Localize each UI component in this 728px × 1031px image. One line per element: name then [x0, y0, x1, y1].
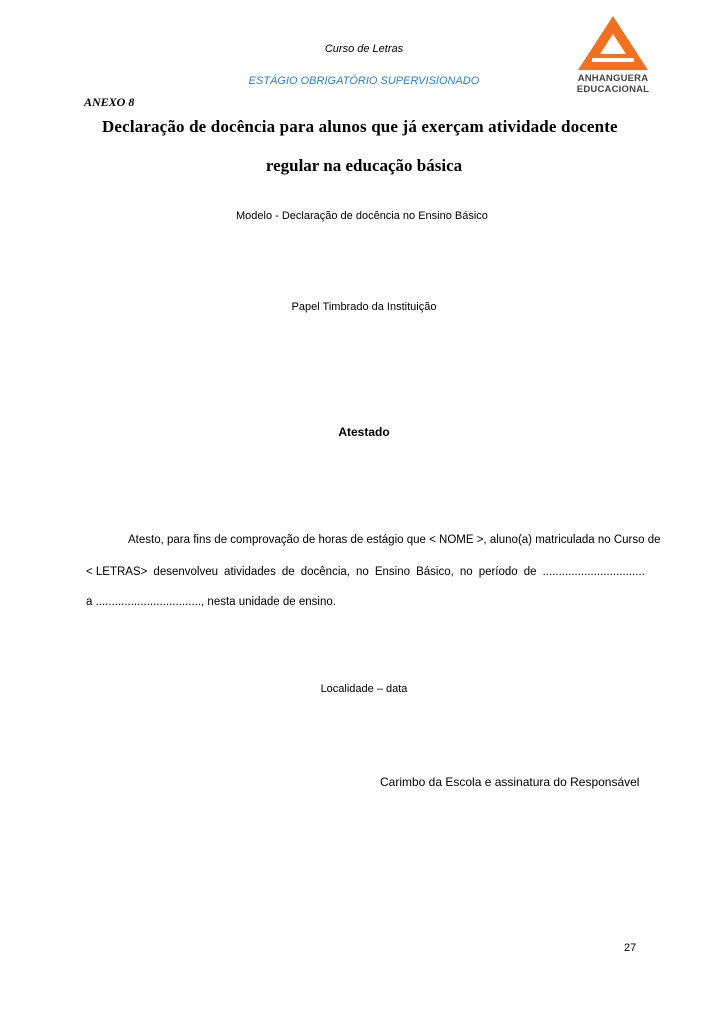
- document-title-line2: regular na educação básica: [265, 156, 463, 175]
- logo-line1: ANHANGUERA: [577, 73, 649, 84]
- course-header: Curso de Letras: [324, 43, 404, 55]
- letterhead-placeholder: Papel Timbrado da Instituição: [291, 301, 437, 313]
- body-line-2-word: ................................: [542, 566, 645, 578]
- body-line-2-word: de: [523, 566, 537, 578]
- place-date: Localidade – data: [320, 683, 408, 695]
- annex-label: ANEXO 8: [84, 95, 135, 109]
- signature-line: Carimbo da Escola e assinatura do Responsável: [380, 775, 640, 789]
- body-line-2: [86, 566, 645, 578]
- attestation-title: Atestado: [338, 425, 390, 439]
- body-line-2-word: desenvolveu: [153, 566, 218, 578]
- body-line-2-word: Básico,: [416, 566, 454, 578]
- body-line-1: Atesto, para fins de comprovação de horas de estágio que < NOME >, aluno(a) matriculada no Curso de: [128, 534, 661, 546]
- body-line-2-word: < LETRAS>: [86, 566, 148, 578]
- body-line-2-word: atividades: [224, 566, 276, 578]
- stage-header: ESTÁGIO OBRIGATÓRIO SUPERVISIONADO: [248, 75, 480, 87]
- logo-line2: EDUCACIONAL: [576, 84, 650, 95]
- model-label: Modelo - Declaração de docência no Ensino Básico: [236, 210, 488, 222]
- body-line-2-word: docência,: [300, 566, 350, 578]
- body-line-3: a ................................., nesta unidade de ensino.: [86, 596, 336, 608]
- document-title-line1: Declaração de docência para alunos que já exerçam atividade docente: [102, 117, 618, 136]
- page-number: 27: [624, 942, 637, 954]
- body-line-2-word: período: [478, 566, 518, 578]
- body-line-2-word: de: [281, 566, 295, 578]
- body-line-2-word: Ensino: [374, 566, 411, 578]
- body-line-2-word: no: [356, 566, 369, 578]
- body-line-2-word: no: [459, 566, 473, 578]
